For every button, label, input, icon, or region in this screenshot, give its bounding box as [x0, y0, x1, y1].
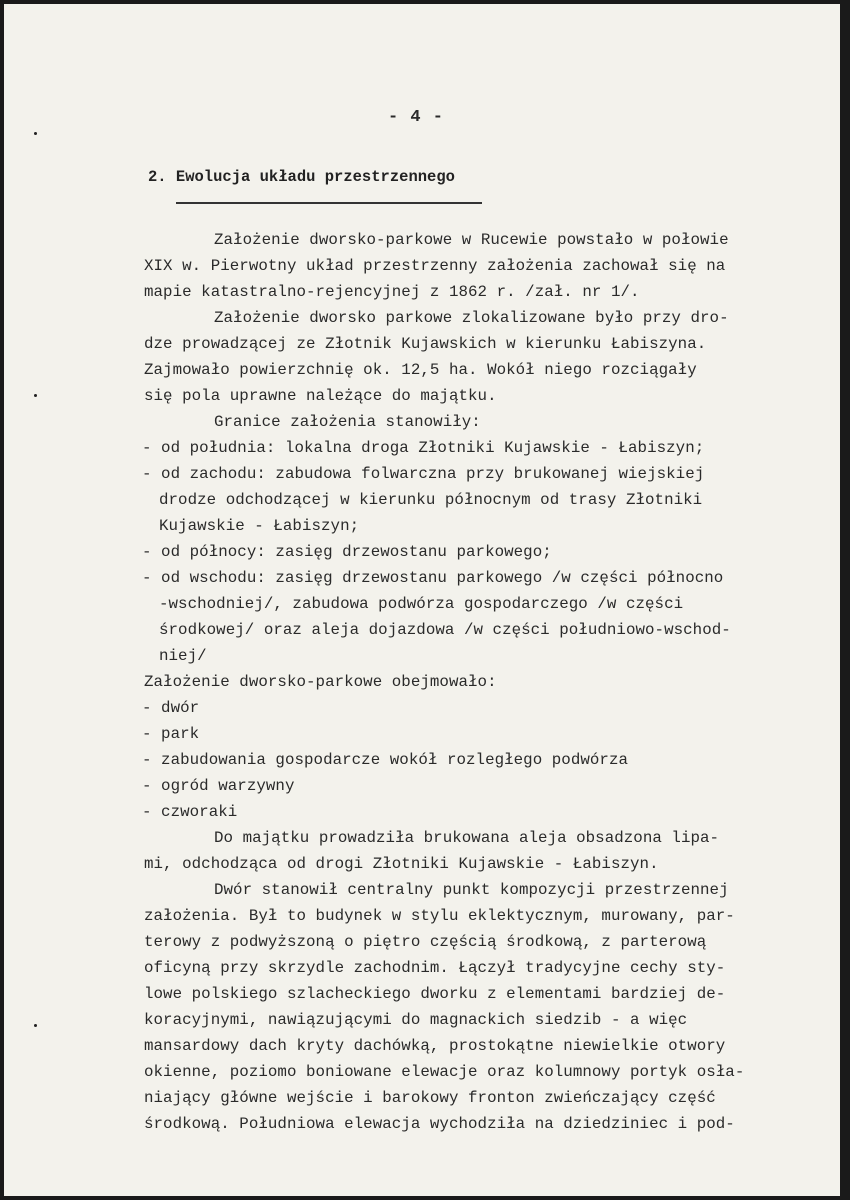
- text-line: okienne, poziomo boniowane elewacje oraz kolumnowy portyk osła-: [144, 1063, 745, 1081]
- text-line: oficyną przy skrzydle zachodnim. Łączył tradycyjne cechy sty-: [144, 959, 726, 977]
- margin-dot: [34, 1024, 37, 1027]
- text-line: koracyjnymi, nawiązującymi do magnackich siedzib - a więc: [144, 1011, 688, 1029]
- page-number: - 4 -: [388, 108, 445, 127]
- heading-underline: [176, 202, 482, 204]
- text-line: mapie katastralno-rejencyjnej z 1862 r. /zał. nr 1/.: [144, 283, 640, 301]
- text-line: - od zachodu: zabudowa folwarczna przy brukowanej wiejskiej: [142, 465, 705, 483]
- text-line: dze prowadzącej ze Złotnik Kujawskich w kierunku Łabiszyna.: [144, 335, 707, 353]
- text-line: Zajmowało powierzchnię ok. 12,5 ha. Wokół niego rozciągały: [144, 361, 697, 379]
- text-line: Do majątku prowadziła brukowana aleja obsadzona lipa-: [214, 829, 720, 847]
- text-line: - od wschodu: zasięg drzewostanu parkowego /w części północno: [142, 569, 724, 587]
- text-line: terowy z podwyższoną o piętro częścią środkową, z parterową: [144, 933, 707, 951]
- text-line: - park: [142, 725, 200, 743]
- text-line: - dwór: [142, 699, 200, 717]
- text-line: - zabudowania gospodarcze wokół rozległego podwórza: [142, 751, 629, 769]
- text-line: Założenie dworsko-parkowe w Rucewie powstało w połowie: [214, 231, 729, 249]
- text-line: - ogród warzywny: [142, 777, 295, 795]
- text-line: XIX w. Pierwotny układ przestrzenny założenia zachował się na: [144, 257, 726, 275]
- text-line: niej/: [159, 647, 207, 665]
- text-line: - od południa: lokalna droga Złotniki Kujawskie - Łabiszyn;: [142, 439, 705, 457]
- text-line: Założenie dworsko parkowe zlokalizowane było przy dro-: [214, 309, 729, 327]
- margin-dot: [34, 394, 37, 397]
- text-line: lowe polskiego szlacheckiego dworku z elementami bardziej de-: [144, 985, 726, 1003]
- document-page: [4, 4, 840, 1196]
- text-line: Założenie dworsko-parkowe obejmowało:: [144, 673, 497, 691]
- text-line: założenia. Był to budynek w stylu eklektycznym, murowany, par-: [144, 907, 735, 925]
- text-line: Kujawskie - Łabiszyn;: [159, 517, 360, 535]
- text-line: mansardowy dach kryty dachówką, prostokątne niewielkie otwory: [144, 1037, 726, 1055]
- margin-dot: [34, 132, 37, 135]
- text-line: mi, odchodząca od drogi Złotniki Kujawskie - Łabiszyn.: [144, 855, 659, 873]
- text-line: -wschodniej/, zabudowa podwórza gospodarczego /w części: [159, 595, 684, 613]
- text-line: - czworaki: [142, 803, 238, 821]
- text-line: drodze odchodzącej w kierunku północnym od trasy Złotniki: [159, 491, 703, 509]
- text-line: Dwór stanowił centralny punkt kompozycji przestrzennej: [214, 881, 729, 899]
- text-line: - od północy: zasięg drzewostanu parkowego;: [142, 543, 552, 561]
- text-line: się pola uprawne należące do majątku.: [144, 387, 497, 405]
- text-line: niający główne wejście i barokowy fronton zwieńczający część: [144, 1089, 716, 1107]
- text-line: środkowej/ oraz aleja dojazdowa /w części południowo-wschod-: [159, 621, 731, 639]
- section-heading: 2. Ewolucja układu przestrzennego: [148, 168, 455, 186]
- text-line: Granice założenia stanowiły:: [214, 413, 481, 431]
- text-line: środkową. Południowa elewacja wychodziła na dziedziniec i pod-: [144, 1115, 735, 1133]
